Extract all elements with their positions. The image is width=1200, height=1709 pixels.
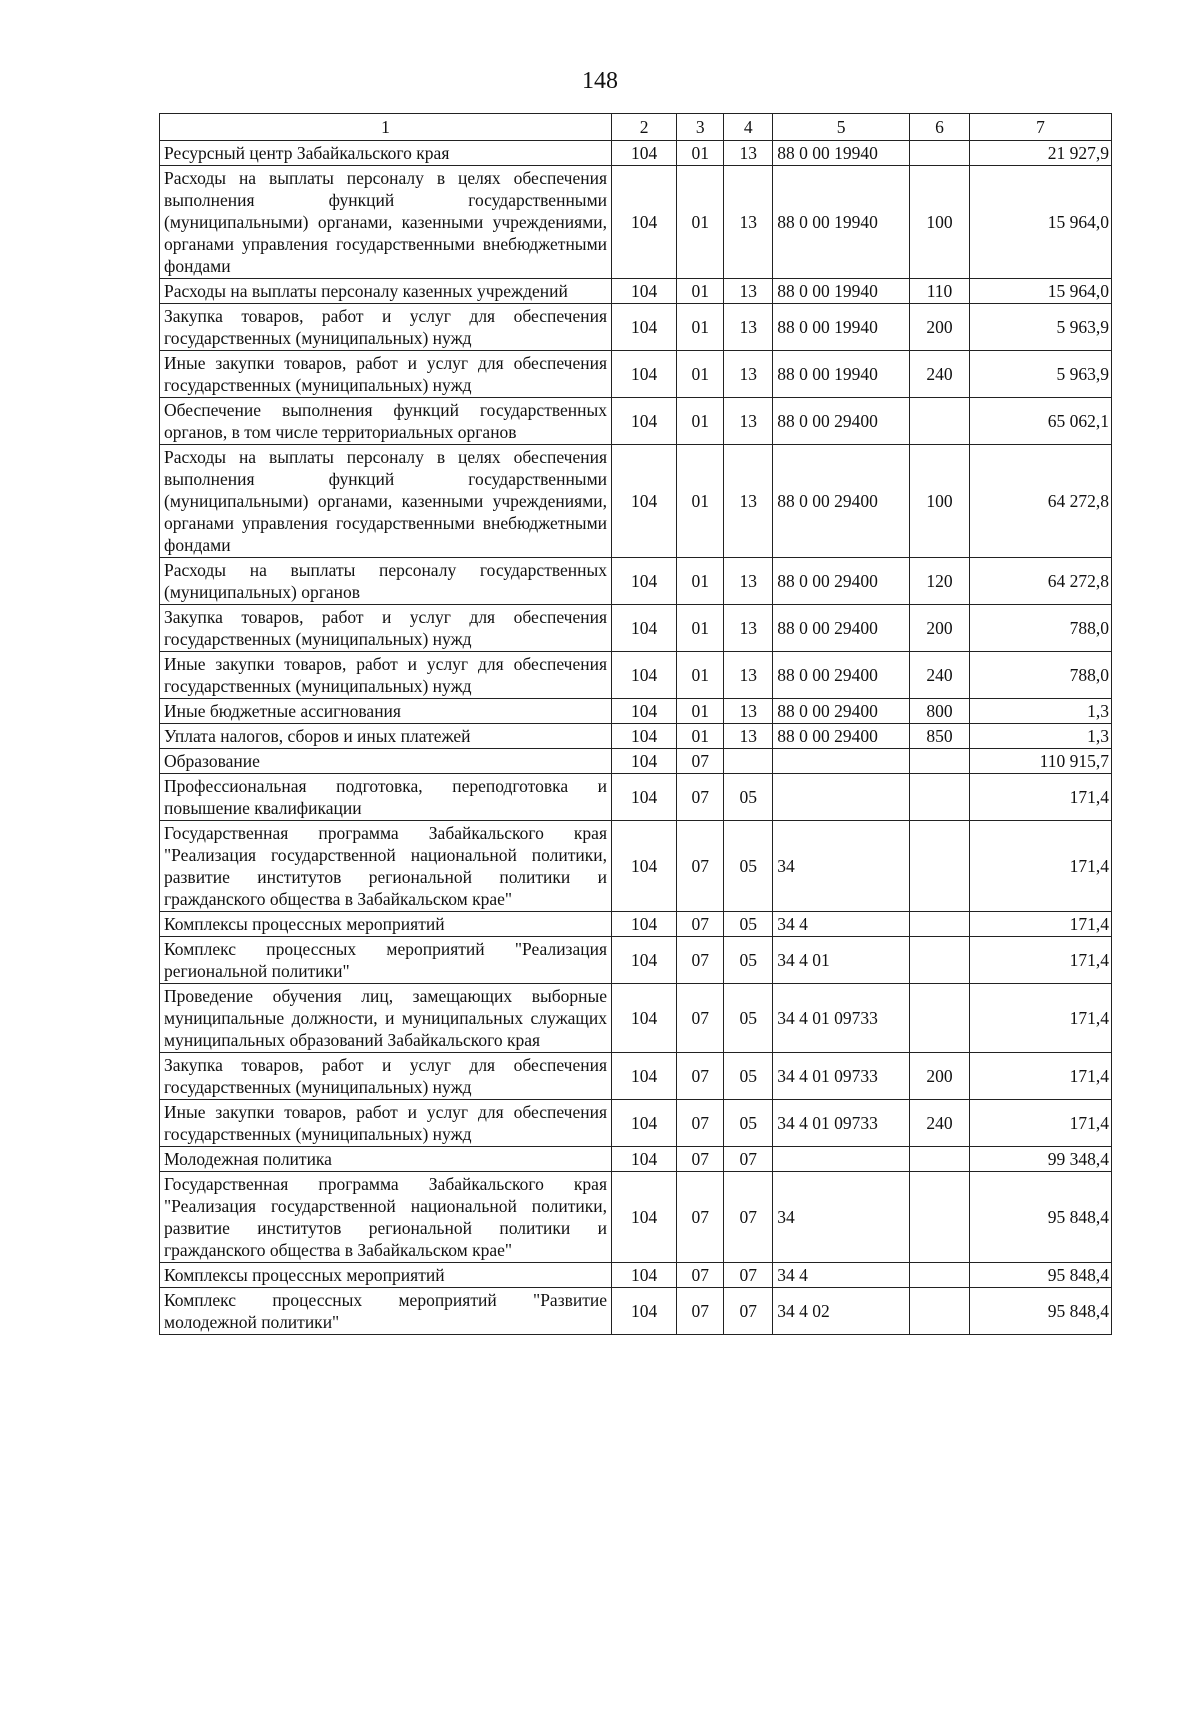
header-cell-1: 1 bbox=[160, 114, 612, 141]
row-col4-cell: 07 bbox=[724, 1147, 773, 1172]
row-col3-cell: 07 bbox=[677, 937, 724, 984]
row-col3-cell: 01 bbox=[677, 699, 724, 724]
row-col3-cell: 07 bbox=[677, 912, 724, 937]
row-col6-cell: 850 bbox=[909, 724, 969, 749]
table-row bbox=[160, 1053, 1112, 1100]
row-col3-cell: 01 bbox=[677, 141, 724, 166]
row-col6-cell bbox=[909, 912, 969, 937]
row-col4-cell: 07 bbox=[724, 1288, 773, 1335]
row-col6-cell bbox=[909, 821, 969, 912]
table-row bbox=[160, 141, 1112, 166]
row-col3-cell: 07 bbox=[677, 1288, 724, 1335]
table-row bbox=[160, 937, 1112, 984]
row-col2-cell: 104 bbox=[612, 1263, 677, 1288]
row-col4-cell: 13 bbox=[724, 279, 773, 304]
row-col6-cell bbox=[909, 141, 969, 166]
row-name-cell: Комплексы процессных мероприятий bbox=[160, 912, 612, 937]
row-name-cell: Расходы на выплаты персоналу в целях обеспечения выполнения функций государственными (муниципальными) органами, казенными учреждениями, органами управления государственными внебюджетными фондами bbox=[160, 445, 612, 558]
header-cell-4: 4 bbox=[724, 114, 773, 141]
table-row bbox=[160, 304, 1112, 351]
page-number: 148 bbox=[582, 68, 618, 94]
row-col4-cell: 05 bbox=[724, 1053, 773, 1100]
row-col7-cell: 788,0 bbox=[970, 605, 1112, 652]
row-name-cell: Расходы на выплаты персоналу государственных (муниципальных) органов bbox=[160, 558, 612, 605]
row-col4-cell: 13 bbox=[724, 605, 773, 652]
row-col3-cell: 01 bbox=[677, 279, 724, 304]
row-col4-cell: 05 bbox=[724, 774, 773, 821]
row-col6-cell bbox=[909, 398, 969, 445]
row-col2-cell: 104 bbox=[612, 749, 677, 774]
row-col3-cell: 07 bbox=[677, 749, 724, 774]
row-col5-cell: 34 bbox=[773, 1172, 910, 1263]
row-name-cell: Государственная программа Забайкальского края "Реализация государственной национальной политики, развитие институтов региональной политики и гражданского общества в Забайкальском крае" bbox=[160, 821, 612, 912]
row-col2-cell: 104 bbox=[612, 1147, 677, 1172]
table-row bbox=[160, 1263, 1112, 1288]
row-col3-cell: 07 bbox=[677, 1053, 724, 1100]
row-col4-cell: 13 bbox=[724, 445, 773, 558]
row-col5-cell: 34 4 02 bbox=[773, 1288, 910, 1335]
table-row bbox=[160, 1147, 1112, 1172]
row-col7-cell: 171,4 bbox=[970, 984, 1112, 1053]
row-col7-cell: 1,3 bbox=[970, 699, 1112, 724]
row-name-cell: Иные закупки товаров, работ и услуг для обеспечения государственных (муниципальных) нужд bbox=[160, 1100, 612, 1147]
table-row bbox=[160, 652, 1112, 699]
row-col2-cell: 104 bbox=[612, 304, 677, 351]
table-row bbox=[160, 558, 1112, 605]
row-col3-cell: 01 bbox=[677, 351, 724, 398]
row-col2-cell: 104 bbox=[612, 699, 677, 724]
row-col5-cell bbox=[773, 749, 910, 774]
row-name-cell: Расходы на выплаты персоналу в целях обеспечения выполнения функций государственными (муниципальными) органами, казенными учреждениями, органами управления государственными внебюджетными фондами bbox=[160, 166, 612, 279]
row-col3-cell: 07 bbox=[677, 984, 724, 1053]
table-row bbox=[160, 699, 1112, 724]
row-col5-cell: 88 0 00 19940 bbox=[773, 141, 910, 166]
row-name-cell: Уплата налогов, сборов и иных платежей bbox=[160, 724, 612, 749]
row-col4-cell: 13 bbox=[724, 724, 773, 749]
row-col6-cell: 100 bbox=[909, 166, 969, 279]
row-col4-cell: 13 bbox=[724, 558, 773, 605]
table-row bbox=[160, 279, 1112, 304]
row-col5-cell: 88 0 00 29400 bbox=[773, 445, 910, 558]
header-cell-2: 2 bbox=[612, 114, 677, 141]
row-col4-cell: 05 bbox=[724, 984, 773, 1053]
row-name-cell: Иные закупки товаров, работ и услуг для обеспечения государственных (муниципальных) нужд bbox=[160, 652, 612, 699]
table-header-row bbox=[160, 114, 1112, 141]
row-col7-cell: 5 963,9 bbox=[970, 351, 1112, 398]
row-col4-cell: 13 bbox=[724, 141, 773, 166]
row-col3-cell: 01 bbox=[677, 558, 724, 605]
table-row bbox=[160, 351, 1112, 398]
table-row bbox=[160, 1288, 1112, 1335]
row-name-cell: Иные бюджетные ассигнования bbox=[160, 699, 612, 724]
row-col7-cell: 171,4 bbox=[970, 1053, 1112, 1100]
row-name-cell: Закупка товаров, работ и услуг для обеспечения государственных (муниципальных) нужд bbox=[160, 1053, 612, 1100]
row-col7-cell: 110 915,7 bbox=[970, 749, 1112, 774]
row-col3-cell: 07 bbox=[677, 774, 724, 821]
row-col7-cell: 65 062,1 bbox=[970, 398, 1112, 445]
row-col7-cell: 99 348,4 bbox=[970, 1147, 1112, 1172]
row-col2-cell: 104 bbox=[612, 984, 677, 1053]
row-col4-cell: 05 bbox=[724, 937, 773, 984]
row-name-cell: Профессиональная подготовка, переподготовка и повышение квалификации bbox=[160, 774, 612, 821]
row-col6-cell: 200 bbox=[909, 304, 969, 351]
row-col7-cell: 171,4 bbox=[970, 821, 1112, 912]
row-col7-cell: 788,0 bbox=[970, 652, 1112, 699]
row-col7-cell: 64 272,8 bbox=[970, 558, 1112, 605]
row-col4-cell bbox=[724, 749, 773, 774]
row-col4-cell: 13 bbox=[724, 699, 773, 724]
row-col2-cell: 104 bbox=[612, 774, 677, 821]
table-row bbox=[160, 912, 1112, 937]
row-col2-cell: 104 bbox=[612, 141, 677, 166]
row-col2-cell: 104 bbox=[612, 724, 677, 749]
row-col3-cell: 07 bbox=[677, 1172, 724, 1263]
row-col5-cell: 34 4 01 09733 bbox=[773, 984, 910, 1053]
row-col5-cell: 34 bbox=[773, 821, 910, 912]
row-name-cell: Расходы на выплаты персоналу казенных учреждений bbox=[160, 279, 612, 304]
row-col4-cell: 13 bbox=[724, 398, 773, 445]
row-col5-cell: 88 0 00 19940 bbox=[773, 279, 910, 304]
table-row bbox=[160, 774, 1112, 821]
row-name-cell: Государственная программа Забайкальского края "Реализация государственной национальной политики, развитие институтов региональной политики и гражданского общества в Забайкальском крае" bbox=[160, 1172, 612, 1263]
row-col4-cell: 13 bbox=[724, 652, 773, 699]
row-col7-cell: 95 848,4 bbox=[970, 1288, 1112, 1335]
row-col3-cell: 07 bbox=[677, 1100, 724, 1147]
row-name-cell: Обеспечение выполнения функций государственных органов, в том числе территориальных органов bbox=[160, 398, 612, 445]
row-col5-cell: 88 0 00 29400 bbox=[773, 652, 910, 699]
row-col6-cell: 800 bbox=[909, 699, 969, 724]
row-col4-cell: 05 bbox=[724, 1100, 773, 1147]
row-col5-cell bbox=[773, 774, 910, 821]
row-col6-cell bbox=[909, 1172, 969, 1263]
table-row bbox=[160, 749, 1112, 774]
row-col5-cell bbox=[773, 1147, 910, 1172]
row-col6-cell bbox=[909, 749, 969, 774]
row-col3-cell: 01 bbox=[677, 605, 724, 652]
row-col2-cell: 104 bbox=[612, 398, 677, 445]
row-col3-cell: 01 bbox=[677, 398, 724, 445]
row-col5-cell: 88 0 00 19940 bbox=[773, 166, 910, 279]
row-col5-cell: 34 4 bbox=[773, 912, 910, 937]
row-name-cell: Закупка товаров, работ и услуг для обеспечения государственных (муниципальных) нужд bbox=[160, 605, 612, 652]
table-row bbox=[160, 984, 1112, 1053]
row-col3-cell: 01 bbox=[677, 652, 724, 699]
row-name-cell: Молодежная политика bbox=[160, 1147, 612, 1172]
row-col7-cell: 171,4 bbox=[970, 774, 1112, 821]
table-row bbox=[160, 166, 1112, 279]
row-name-cell: Закупка товаров, работ и услуг для обеспечения государственных (муниципальных) нужд bbox=[160, 304, 612, 351]
row-col5-cell: 88 0 00 29400 bbox=[773, 699, 910, 724]
row-col4-cell: 05 bbox=[724, 912, 773, 937]
row-col5-cell: 88 0 00 19940 bbox=[773, 304, 910, 351]
row-col7-cell: 171,4 bbox=[970, 937, 1112, 984]
row-col6-cell bbox=[909, 937, 969, 984]
table-row bbox=[160, 605, 1112, 652]
row-col3-cell: 01 bbox=[677, 724, 724, 749]
table-row bbox=[160, 398, 1112, 445]
row-col5-cell: 34 4 01 bbox=[773, 937, 910, 984]
row-col7-cell: 1,3 bbox=[970, 724, 1112, 749]
row-col7-cell: 171,4 bbox=[970, 912, 1112, 937]
row-col7-cell: 95 848,4 bbox=[970, 1172, 1112, 1263]
row-col2-cell: 104 bbox=[612, 558, 677, 605]
row-col7-cell: 5 963,9 bbox=[970, 304, 1112, 351]
row-col6-cell bbox=[909, 1147, 969, 1172]
row-col7-cell: 21 927,9 bbox=[970, 141, 1112, 166]
row-col3-cell: 07 bbox=[677, 821, 724, 912]
header-cell-7: 7 bbox=[970, 114, 1112, 141]
table-row bbox=[160, 724, 1112, 749]
row-col5-cell: 88 0 00 29400 bbox=[773, 558, 910, 605]
row-col7-cell: 171,4 bbox=[970, 1100, 1112, 1147]
row-col5-cell: 88 0 00 29400 bbox=[773, 605, 910, 652]
row-name-cell: Образование bbox=[160, 749, 612, 774]
row-col4-cell: 13 bbox=[724, 351, 773, 398]
row-col5-cell: 88 0 00 29400 bbox=[773, 724, 910, 749]
row-col2-cell: 104 bbox=[612, 1100, 677, 1147]
row-col4-cell: 13 bbox=[724, 304, 773, 351]
table-row bbox=[160, 821, 1112, 912]
row-col4-cell: 13 bbox=[724, 166, 773, 279]
row-col3-cell: 01 bbox=[677, 445, 724, 558]
row-col2-cell: 104 bbox=[612, 279, 677, 304]
row-col2-cell: 104 bbox=[612, 821, 677, 912]
row-col3-cell: 07 bbox=[677, 1263, 724, 1288]
budget-table bbox=[159, 113, 1112, 1335]
row-col5-cell: 88 0 00 19940 bbox=[773, 351, 910, 398]
table-row bbox=[160, 1172, 1112, 1263]
row-col2-cell: 104 bbox=[612, 166, 677, 279]
row-name-cell: Комплекс процессных мероприятий "Реализация региональной политики" bbox=[160, 937, 612, 984]
row-col3-cell: 07 bbox=[677, 1147, 724, 1172]
row-col6-cell: 240 bbox=[909, 652, 969, 699]
row-col2-cell: 104 bbox=[612, 937, 677, 984]
row-name-cell: Проведение обучения лиц, замещающих выборные муниципальные должности, и муниципальных служащих муниципальных образований Забайкальского края bbox=[160, 984, 612, 1053]
row-col3-cell: 01 bbox=[677, 304, 724, 351]
row-col2-cell: 104 bbox=[612, 605, 677, 652]
row-col6-cell: 200 bbox=[909, 605, 969, 652]
row-col2-cell: 104 bbox=[612, 1288, 677, 1335]
row-col5-cell: 34 4 bbox=[773, 1263, 910, 1288]
row-col7-cell: 15 964,0 bbox=[970, 166, 1112, 279]
table-row bbox=[160, 1100, 1112, 1147]
row-col6-cell bbox=[909, 1288, 969, 1335]
row-name-cell: Ресурсный центр Забайкальского края bbox=[160, 141, 612, 166]
row-col5-cell: 34 4 01 09733 bbox=[773, 1100, 910, 1147]
row-col4-cell: 07 bbox=[724, 1263, 773, 1288]
row-col3-cell: 01 bbox=[677, 166, 724, 279]
row-name-cell: Иные закупки товаров, работ и услуг для обеспечения государственных (муниципальных) нужд bbox=[160, 351, 612, 398]
row-name-cell: Комплекс процессных мероприятий "Развитие молодежной политики" bbox=[160, 1288, 612, 1335]
row-col2-cell: 104 bbox=[612, 652, 677, 699]
row-col4-cell: 07 bbox=[724, 1172, 773, 1263]
header-cell-3: 3 bbox=[677, 114, 724, 141]
row-col7-cell: 64 272,8 bbox=[970, 445, 1112, 558]
row-col6-cell: 240 bbox=[909, 1100, 969, 1147]
row-col6-cell: 200 bbox=[909, 1053, 969, 1100]
row-col6-cell: 100 bbox=[909, 445, 969, 558]
header-cell-6: 6 bbox=[909, 114, 969, 141]
row-col6-cell: 240 bbox=[909, 351, 969, 398]
row-col7-cell: 15 964,0 bbox=[970, 279, 1112, 304]
row-col5-cell: 34 4 01 09733 bbox=[773, 1053, 910, 1100]
row-col6-cell bbox=[909, 984, 969, 1053]
row-col6-cell bbox=[909, 1263, 969, 1288]
row-col6-cell: 110 bbox=[909, 279, 969, 304]
row-col2-cell: 104 bbox=[612, 1172, 677, 1263]
row-col2-cell: 104 bbox=[612, 351, 677, 398]
row-name-cell: Комплексы процессных мероприятий bbox=[160, 1263, 612, 1288]
row-col7-cell: 95 848,4 bbox=[970, 1263, 1112, 1288]
table-row bbox=[160, 445, 1112, 558]
row-col4-cell: 05 bbox=[724, 821, 773, 912]
row-col2-cell: 104 bbox=[612, 445, 677, 558]
header-cell-5: 5 bbox=[773, 114, 910, 141]
row-col6-cell bbox=[909, 774, 969, 821]
row-col6-cell: 120 bbox=[909, 558, 969, 605]
row-col2-cell: 104 bbox=[612, 912, 677, 937]
row-col5-cell: 88 0 00 29400 bbox=[773, 398, 910, 445]
row-col2-cell: 104 bbox=[612, 1053, 677, 1100]
